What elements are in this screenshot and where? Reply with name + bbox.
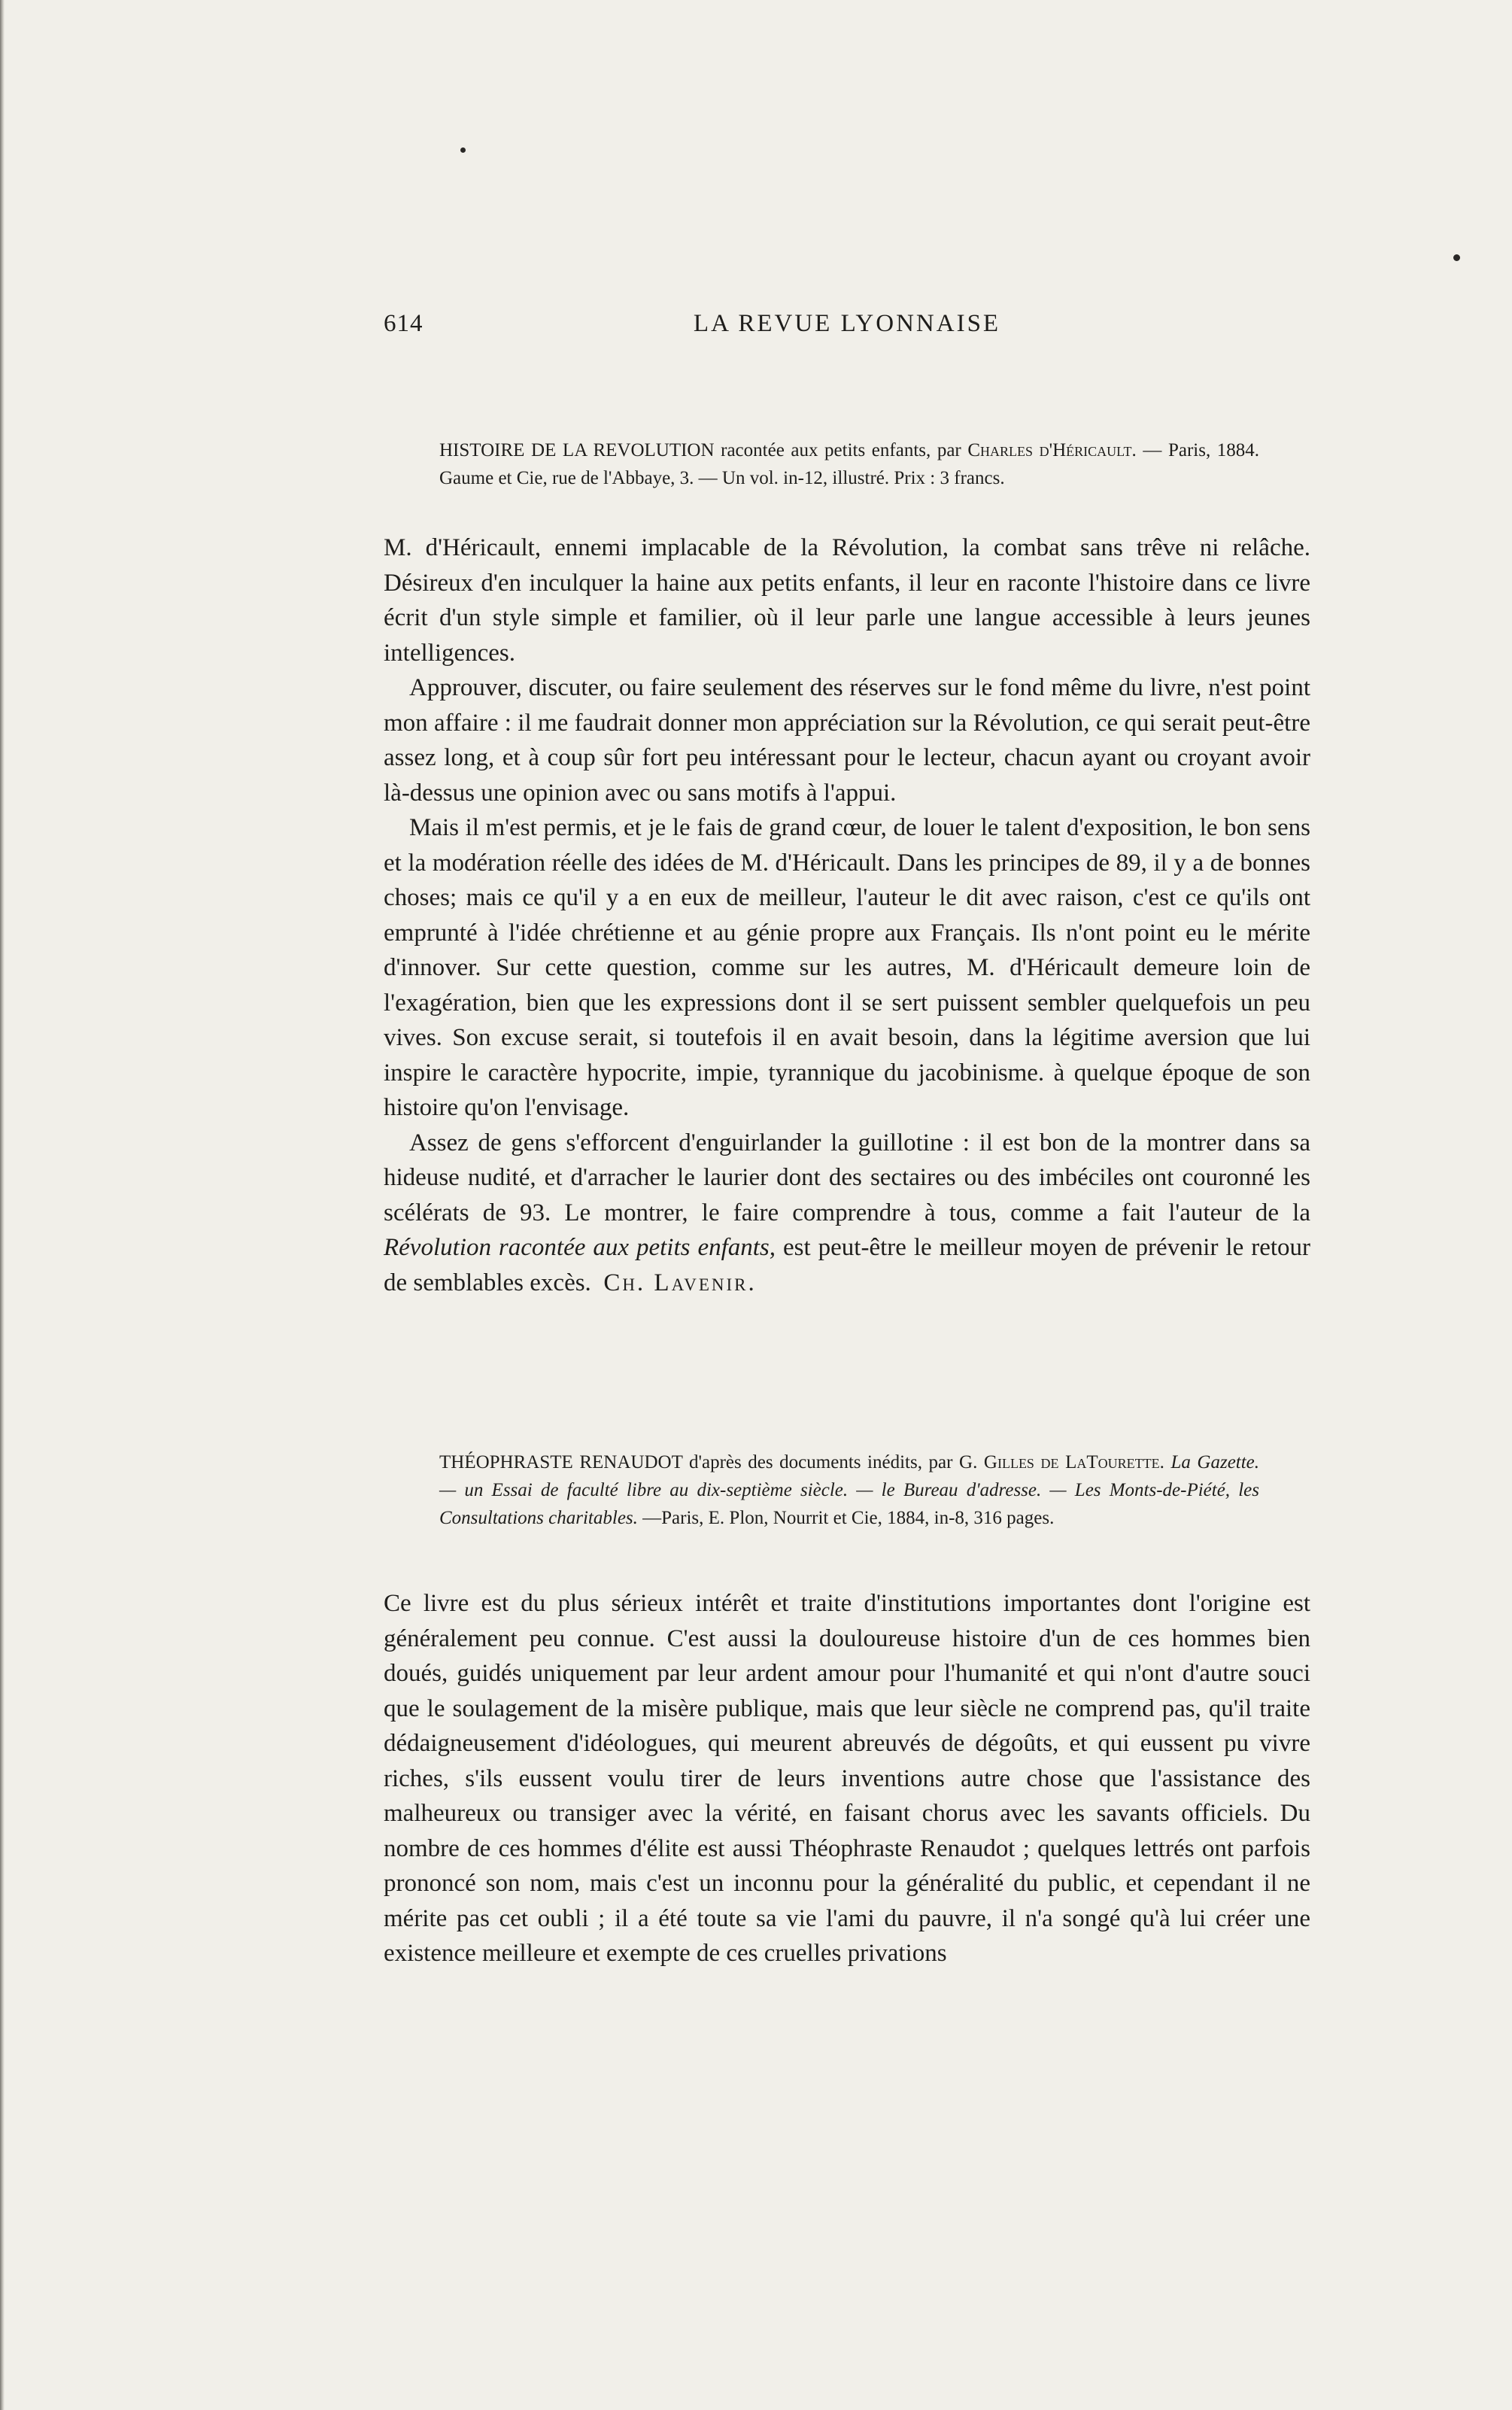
- ink-speck: [1453, 254, 1460, 261]
- citation-author: Charles d'Héricault.: [967, 440, 1137, 460]
- citation-subtitle: racontée aux petits enfants, par: [721, 440, 961, 460]
- review-1-citation: [439, 436, 1259, 492]
- citation-author: G. Gilles de LaTourette.: [959, 1452, 1164, 1472]
- author-signature: Ch. Lavenir.: [603, 1269, 757, 1296]
- page-number: 614: [384, 310, 424, 337]
- citation-title: THÉOPHRASTE RENAUDOT: [439, 1452, 683, 1472]
- review-2-body: [384, 1586, 1310, 1971]
- book-title-italic: Révolution racontée aux petits enfants,: [384, 1234, 776, 1261]
- paragraph-text: est peut-être le meilleur moyen de prévenir le retour de semblables excès.: [384, 1234, 1311, 1296]
- paragraph: Mais il m'est permis, et je le fais de grand cœur, de louer le talent d'exposition, le bon sens et la modération réelle des idées de M. d'Héricault. Dans les principes de 89, il y a de bonnes choses; mais ce qu'il y a en eux de meilleur, l'auteur le dit avec raison, c'est ce qu'ils ont emprunté à l'idée chrétienne et au génie propre aux Français. Ils n'ont point eu le mérite d'innover. Sur cette question, comme sur les autres, M. d'Héricault demeure loin de l'exagération, bien que les expressions dont il se sert puissent sembler quelquefois un peu vives. Son excuse serait, si toutefois il en avait besoin, dans la légitime aversion que lui inspire le caractère hypocrite, impie, tyrannique du jacobinisme. à quelque époque de son histoire qu'on l'envisage.: [384, 814, 1310, 1121]
- review-1-body: [384, 530, 1310, 1300]
- paragraph: Approuver, discuter, ou faire seulement des réserves sur le fond même du livre, n'est point mon affaire : il me faudrait donner mon appréciation sur la Révolution, ce qui serait peut-être assez long, et à coup sûr fort peu intéressant pour le lecteur, chacun ayant ou croyant avoir là-dessus une opinion avec ou sans motifs à l'appui.: [384, 674, 1310, 807]
- citation-details-italic: La Gazette. — un Essai de faculté libre au dix-septième siècle. — le Bureau d'adresse. — Les Monts-de-Piété, les Consultations charitables.: [439, 1452, 1260, 1528]
- paragraph: Ce livre est du plus sérieux intérêt et traite d'institutions importantes dont l'origine est généralement peu connue. C'est aussi la douloureuse histoire d'un de ces hommes bien doués, guidés uniquement par leur ardent amour pour l'humanité et qui n'ont d'autre souci que le soulagement de la misère publique, mais que leur siècle ne comprend pas, qu'il traite dédaigneusement d'idéologues, qui meurent abreuvés de dégoûts, et qui eussent pu vivre riches, s'ils eussent voulu tirer de leurs inventions autre chose que l'assistance des malheureux ou transiger avec la vérité, en faisant chorus avec les savants officiels. Du nombre de ces hommes d'élite est aussi Théophraste Renaudot ; quelques lettrés ont parfois prononcé son nom, mais c'est un inconnu pour la généralité du public, et cependant il ne mérite pas cet oubli ; il a été toute sa vie l'ami du pauvre, il n'a songé qu'à lui créer une existence meilleure et exempte de ces cruelles privations: [384, 1590, 1310, 1967]
- review-2-citation: [439, 1448, 1259, 1532]
- citation-details: —Paris, E. Plon, Nourrit et Cie, 1884, in-8, 316 pages.: [642, 1508, 1055, 1528]
- citation-details: — Paris, 1884. Gaume et Cie, rue de l'Abbaye, 3. — Un vol. in-12, illustré. Prix : 3 francs.: [439, 440, 1260, 488]
- page-edge-shadow: [0, 0, 5, 2410]
- paragraph-final: [384, 1126, 1310, 1301]
- page-header: [384, 310, 1310, 348]
- paragraph-text: Assez de gens s'efforcent d'enguirlander la guillotine : il est bon de la montrer dans sa hideuse nudité, et d'arracher le laurier dont des sectaires ou des imbéciles ont couronné les scélérats de 93. Le montrer, le faire comprendre à tous, comme a fait l'auteur de la: [384, 1129, 1310, 1226]
- ink-speck: [460, 147, 466, 153]
- running-head: LA REVUE LYONNAISE: [693, 310, 1001, 337]
- paragraph: M. d'Héricault, ennemi implacable de la Révolution, la combat sans trêve ni relâche. Désireux d'en inculquer la haine aux petits enfants, il leur en raconte l'histoire dans ce livre écrit d'un style simple et familier, où il leur parle une langue accessible à leurs jeunes intelligences.: [384, 534, 1310, 667]
- citation-subtitle: d'après des documents inédits, par: [688, 1452, 953, 1472]
- citation-title: HISTOIRE DE LA REVOLUTION: [439, 440, 715, 460]
